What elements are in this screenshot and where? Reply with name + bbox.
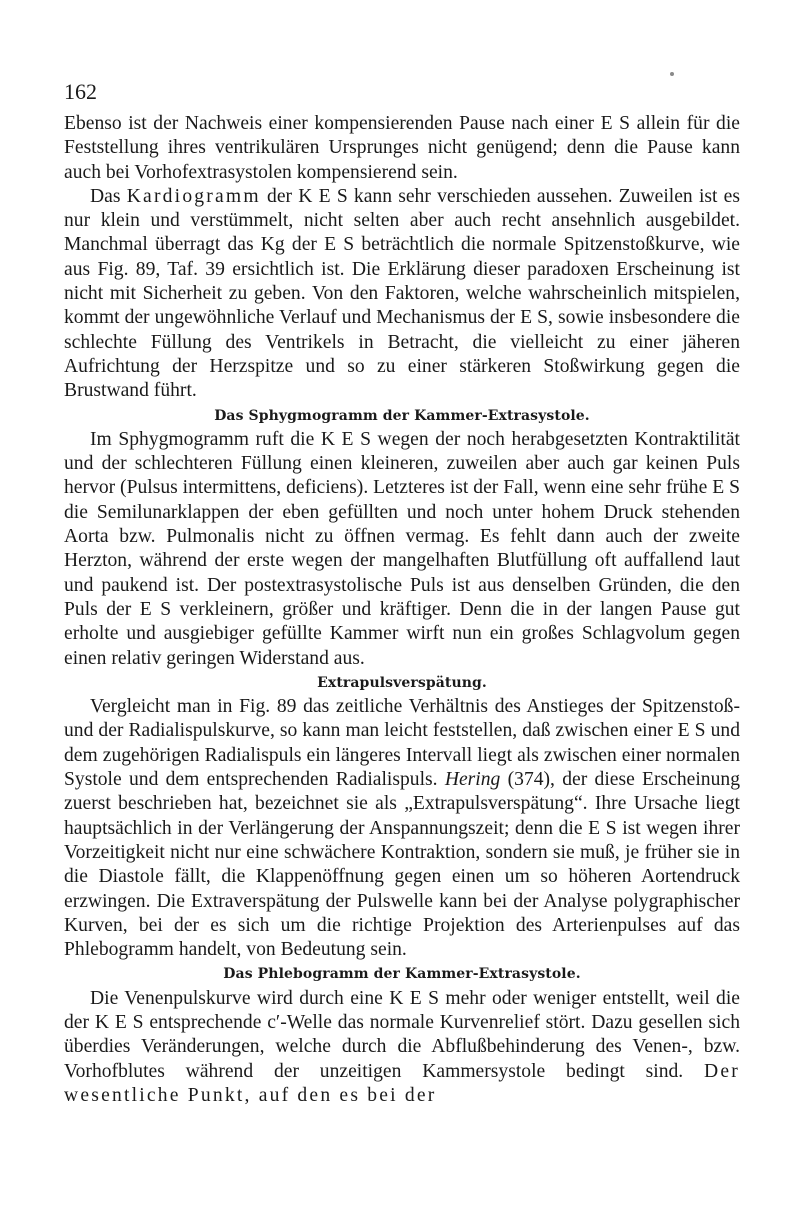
paragraph-extrapuls-body: (374), der diese Erscheinung zuerst beschrieben hat, bezeichnet sie als „Extrapulsverspätung“. Ihre Ursache liegt hauptsächlich in der Verlängerung der Anspannungszeit; denn die E S ist wegen ihrer Vorzeitigkeit nicht nur eine schwächere Kontraktion, sondern sie muß, je früher sie in die Diastole fällt, die Klappenöffnung gegen einen um so höheren Aortendruck erzwingen. Die Extraverspätung der Pulswelle kann bei der Analyse polygraphischer Kurven, bei der es sich um die richtige Projektion des Arterienpulses auf das Phlebogramm handelt, von Bedeutung sein. [64,769,740,961]
paragraph-kardiogramm-lead: Das [90,185,127,207]
paragraph-kardiogramm-body: der K E S kann sehr verschieden aussehen. Zuweilen ist es nur klein und verstümmelt, nicht selten aber auch recht ansehnlich ausgebildet. Manchmal überragt das Kg der E S beträchtlich die normale Spitzenstoßkurve, wie aus Fig. 89, Taf. 39 ersichtlich ist. Die Erklärung dieser paradoxen Erscheinung ist nicht mit Sicherheit zu geben. Von den Faktoren, welche wahrscheinlich mitspielen, kommt der ungewöhnliche Verlauf und Mechanismus der E S, sowie insbesondere die schlechte Füllung des Ventrikels in Betracht, die vielleicht zu einer jäheren Aufrichtung der Herzspitze und so zu einer stärkeren Stoßwirkung gegen die Brustwand führt. [64,185,740,402]
heading-phlebogramm: Das Phlebogramm der Kammer-Extrasystole. [223,966,581,983]
body-text [64,112,740,1108]
paragraph-pause: Ebenso ist der Nachweis einer kompensierenden Pause nach einer E S allein für die Feststellung ihres ventrikulären Ursprunges nicht genügend; denn die Pause kann auch bei Vorhofextrasystolen kompensierend sein. [64,113,740,183]
page-number: 162 [64,79,97,104]
term-kardiogramm: Kardiogramm [126,185,261,207]
paragraph-kardiogramm [64,185,740,404]
emphasis-wesentliche-punkt: Der wesentliche Punkt, auf den es bei der [64,1060,740,1106]
heading-sphygmogramm: Das Sphygmogramm der Kammer-Extrasystole. [214,407,590,424]
heading-extrapulsverspaetung: Extrapulsverspätung. [317,674,487,691]
author-hering: Hering [444,769,501,791]
paragraph-sphygmogramm: Im Sphygmogramm ruft die K E S wegen der noch herabgesetzten Kontraktilität und der schlechteren Füllung einen kleineren, zuweilen aber auch gar keinen Puls hervor (Pulsus intermittens, deficiens). Letzteres ist der Fall, wenn eine sehr frühe E S die Semilunarklappen der eben gefüllten und noch unter hohem Druck stehenden Aorta bzw. Pulmonalis nicht zu öffnen vermag. Es fehlt dann auch der zweite Herzton, während der erste wegen der mangelhaften Blutfüllung oft auffallend laut und paukend ist. Der postextrasystolische Puls ist aus denselben Gründen, die den Puls der E S verkleinern, größer und kräftiger. Denn die in der langen Pause gut erholte und ausgiebiger gefüllte Kammer wirft nun ein großes Schlagvolum gegen einen relativ geringen Widerstand aus. [64,428,740,669]
scan-speck [670,72,674,76]
paragraph-extrapuls-lead: Vergleicht man in Fig. 89 das zeitliche Verhältnis des Anstieges der Spitzenstoß- und der Radialispulskurve, so kann man leicht feststellen, daß zwischen einer E S und dem zugehörigen Radialispuls ein längeres Intervall liegt als zwischen einer normalen Systole und dem entsprechenden Radialispuls. [64,696,740,791]
paragraph-phlebogramm [64,987,740,1108]
paragraph-extrapulsverspaetung [64,695,740,962]
paragraph-phlebogramm-body: Die Venenpulskurve wird durch eine K E S mehr oder weniger entstellt, weil die der K E S entsprechende c′-Welle das normale Kurvenrelief stört. Dazu gesellen sich überdies Veränderungen, welche durch die Abflußbehinderung des Venen-, bzw. Vorhofblutes während der unzeitigen Kammersystole bedingt sind. [64,987,740,1082]
